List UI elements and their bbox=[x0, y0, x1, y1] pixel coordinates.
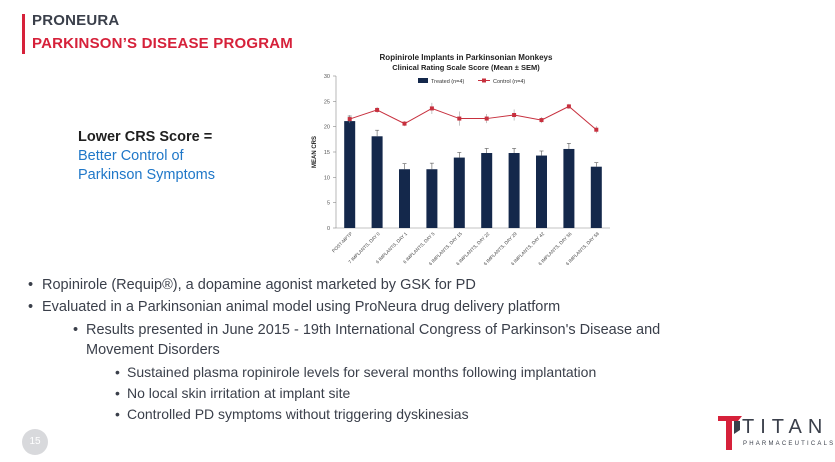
logo-subtitle: PHARMACEUTICALS bbox=[743, 441, 835, 447]
bar-treated bbox=[372, 136, 383, 228]
bullet-text-level-3: Sustained plasma ropinirole levels for several months following implantation bbox=[127, 364, 597, 380]
bullet-text-level-1: Ropinirole (Requip®), a dopamine agonist marketed by GSK for PD bbox=[42, 277, 476, 293]
bar-treated bbox=[563, 149, 574, 228]
bar-treated bbox=[426, 169, 437, 228]
bullet-text-level-1: Evaluated in a Parkinsonian animal model using ProNeura drug delivery platform bbox=[42, 299, 561, 315]
x-tick-label: 6 IMPLANTS, DAY 22 bbox=[455, 231, 491, 267]
bullet-dot: • bbox=[115, 364, 120, 380]
bar-treated bbox=[344, 121, 355, 228]
y-tick-label: 30 bbox=[323, 74, 330, 80]
page-title: PRONEURA bbox=[32, 12, 120, 29]
legend-marker-control bbox=[482, 79, 486, 83]
point-control bbox=[594, 128, 598, 132]
header-accent-bar bbox=[22, 14, 25, 54]
callout-line-1: Lower CRS Score = bbox=[78, 129, 213, 145]
x-tick-label: 6 IMPLANTS, DAY 42 bbox=[510, 231, 546, 267]
y-tick-label: 15 bbox=[323, 150, 330, 156]
x-tick-label: 6 IMPLANTS, DAY 58 bbox=[564, 231, 601, 267]
point-control bbox=[403, 122, 407, 126]
bullet-text-level-3: No local skin irritation at implant site bbox=[127, 385, 351, 401]
bullet-dot: • bbox=[28, 299, 34, 315]
bullet-text-level-2: Movement Disorders bbox=[86, 342, 220, 358]
callout-line-3: Parkinson Symptoms bbox=[78, 167, 215, 183]
point-control bbox=[512, 113, 516, 117]
point-control bbox=[457, 117, 461, 121]
y-tick-label: 5 bbox=[326, 200, 330, 207]
page-subtitle: PARKINSON’S DISEASE PROGRAM bbox=[32, 35, 293, 52]
y-tick-label: 10 bbox=[323, 175, 330, 182]
point-control bbox=[485, 117, 489, 121]
callout-box bbox=[78, 128, 215, 185]
point-control bbox=[540, 118, 544, 122]
x-tick-label: 6 IMPLANTS, DAY 29 bbox=[482, 231, 518, 267]
crs-chart bbox=[300, 48, 620, 278]
x-tick-label: 6 IMPLANTS, DAY 56 bbox=[537, 231, 573, 267]
y-tick-label: 25 bbox=[323, 99, 330, 106]
chart-subtitle: Clinical Rating Scale Score (Mean ± SEM) bbox=[392, 63, 540, 72]
bullet-dot: • bbox=[73, 322, 79, 338]
legend-swatch-treated bbox=[418, 78, 428, 83]
page-number: 15 bbox=[22, 429, 48, 455]
point-control bbox=[567, 104, 571, 108]
legend-label-control: Control (n=4) bbox=[493, 79, 526, 85]
titan-t-logo-icon bbox=[716, 412, 744, 452]
titan-logo bbox=[716, 412, 835, 456]
bar-treated bbox=[591, 167, 602, 228]
bar-treated bbox=[454, 158, 465, 228]
x-tick-label: 6 IMPLANTS, DAY 5 bbox=[402, 231, 436, 265]
bullet-dot: • bbox=[115, 406, 120, 422]
bullet-text-level-3: Controlled PD symptoms without triggering dyskinesias bbox=[127, 406, 469, 422]
point-control bbox=[348, 117, 352, 121]
logo-name: TITAN bbox=[742, 416, 829, 438]
line-control bbox=[350, 106, 597, 129]
x-tick-label: 7 IMPLANTS, DAY 0 bbox=[347, 231, 381, 265]
bullet-text-level-2: Results presented in June 2015 - 19th International Congress of Parkinson's Disease and bbox=[86, 322, 661, 338]
chart-title: Ropinirole Implants in Parkinsonian Monkeys bbox=[379, 53, 553, 62]
callout-line-2: Better Control of bbox=[78, 148, 184, 164]
bullet-dot: • bbox=[115, 385, 120, 401]
y-axis-label: MEAN CRS bbox=[312, 135, 318, 169]
x-tick-label: POST-MPTP bbox=[331, 231, 354, 254]
bar-treated bbox=[536, 156, 547, 228]
bullet-dot: • bbox=[28, 277, 34, 293]
y-tick-label: 20 bbox=[323, 124, 330, 131]
bar-treated bbox=[399, 169, 410, 228]
legend-label-treated: Treated (n=4) bbox=[431, 79, 465, 85]
x-tick-label: 6 IMPLANTS, DAY 15 bbox=[427, 231, 464, 267]
x-tick-label: 6 IMPLANTS, DAY 1 bbox=[374, 231, 409, 265]
bar-treated bbox=[509, 153, 520, 228]
point-control bbox=[430, 106, 434, 110]
point-control bbox=[375, 108, 379, 112]
bar-treated bbox=[481, 153, 492, 228]
y-tick-label: 0 bbox=[326, 226, 330, 232]
